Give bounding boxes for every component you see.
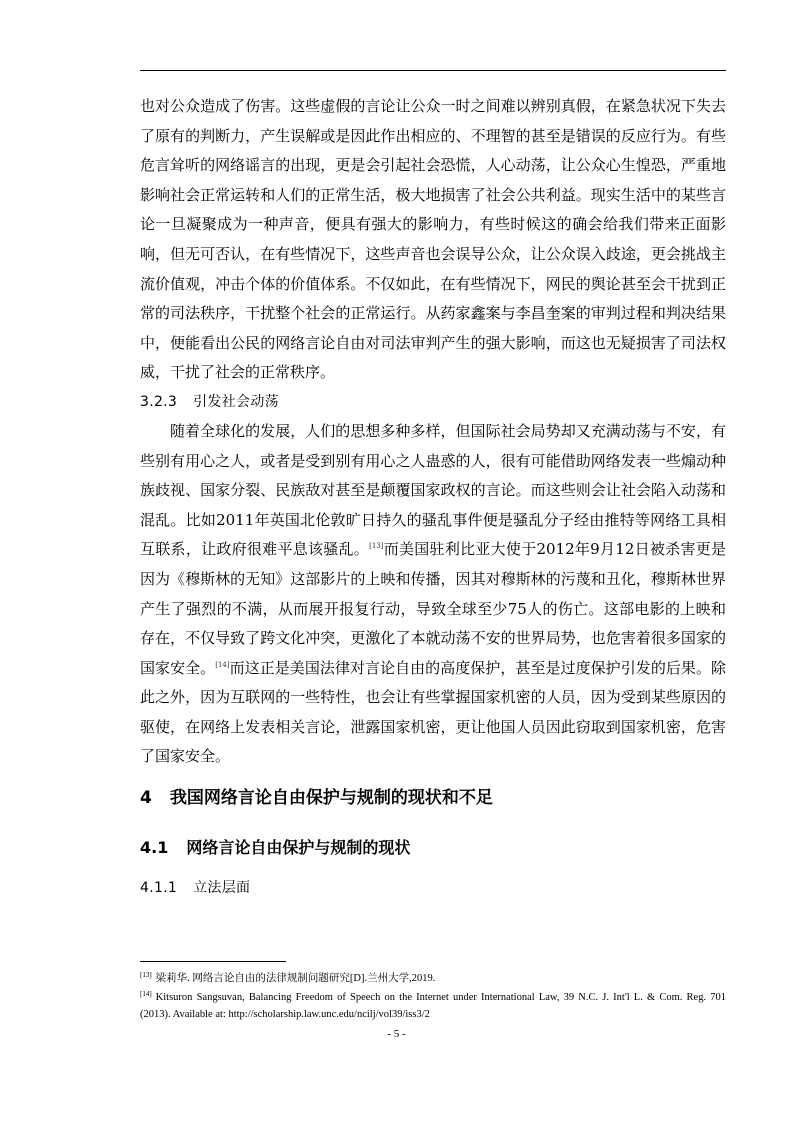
footnote-text: Kitsuron Sangsuvan, Balancing Freedom of Speech on the Internet under International Law, 39 N.C. J. Int'l L. & Com. Reg. 701 (2013). Available at: http://scholarship.law.unc.edu/ncilj/vol39/iss3/2	[140, 992, 726, 1020]
footnote-mark: [13]	[140, 971, 152, 979]
section-title: 网络言论自由保护与规制的现状	[186, 838, 411, 858]
section-title: 立法层面	[193, 880, 251, 897]
footnote-text: 梁莉华. 网络言论自由的法律规制问题研究[D].兰州大学,2019.	[155, 973, 436, 984]
page-number: - 5 -	[387, 1028, 406, 1040]
paragraph-text: 而美国驻利比亚大使于2012年9月12日被杀害更是因为《穆斯林的无知》这部影片的上映和传播，因其对穆斯林的污蔑和丑化，穆斯林世界产生了强烈的不满，从而展开报复行动，导致全球至少75人的伤亡。这部电影的上映和存在，不仅导致了跨文化冲突，更激化了本就动荡不安的世界局势，也危害着很多国家的国家安全。	[140, 540, 726, 677]
page-body	[140, 92, 726, 900]
body-paragraph-2	[140, 417, 726, 772]
footnote-separator	[140, 961, 286, 962]
section-heading-4-1	[140, 836, 726, 860]
section-heading-4-1-1	[140, 876, 726, 900]
footnote-reference-14[interactable]: [14]	[215, 660, 230, 669]
footnote-13	[140, 970, 726, 987]
chapter-heading-4	[140, 786, 726, 810]
body-paragraph-1: 也对公众造成了伤害。这些虚假的言论让公众一时之间难以辨别真假，在紧急状况下失去了原有的判断力，产生误解或是因此作出相应的、不理智的甚至是错误的反应行为。有些危言耸听的网络谣言的出现，更是会引起社会恐慌，人心动荡，让公众心生惶恐，严重地影响社会正常运转和人们的正常生活，极大地损害了社会公共利益。现实生活中的某些言论一旦凝聚成为一种声音，便具有强大的影响力，有些时候这的确会给我们带来正面影响，但无可否认，在有些情况下，这些声音也会误导公众，让公众误入歧途，更会挑战主流价值观，冲击个体的价值体系。不仅如此，在有些情况下，网民的舆论甚至会干扰到正常的司法秩序，干扰整个社会的正常运行。从药家鑫案与李昌奎案的审判过程和判决结果中，便能看出公民的网络言论自由对司法审判产生的强大影响，而这也无疑损害了司法权威，干扰了社会的正常秩序。	[140, 97, 726, 382]
footnote-reference-13[interactable]: [13]	[369, 542, 384, 551]
section-heading-3-2-3	[140, 388, 726, 417]
footnote-14	[140, 989, 726, 1023]
paragraph-text: 随着全球化的发展，人们的思想多种多样，但国际社会局势却又充满动荡与不安，有些别有用心之人，或者是受到别有用心之人蛊惑的人，很有可能借助网络发表一些煽动种族歧视、国家分裂、民族敌对甚至是颠覆国家政权的言论。而这些则会让社会陷入动荡和混乱。比如2011年英国北伦敦旷日持久的骚乱事件便是骚乱分子经由推特等网络工具相互联系，让政府很难平息该骚乱。	[140, 421, 726, 559]
chapter-number: 4	[140, 788, 152, 809]
section-title: 引发社会动荡	[193, 393, 279, 410]
chapter-title: 我国网络言论自由保护与规制的现状和不足	[169, 788, 493, 809]
header-rule	[140, 70, 726, 71]
footnote-mark: [14]	[140, 990, 152, 998]
section-number: 3.2.3	[140, 393, 178, 410]
paragraph-text: 而这正是美国法律对言论自由的高度保护，甚至是过度保护引发的后果。除此之外，因为互联网的一些特性，也会让有些掌握国家机密的人员，因为受到某些原因的驱使，在网络上发表相关言论，泄露国家机密，更让他国人员因此窃取到国家机密，危害了国家安全。	[140, 658, 726, 766]
section-number: 4.1.1	[140, 880, 178, 897]
section-number: 4.1	[140, 838, 169, 858]
footnotes	[140, 970, 726, 1025]
